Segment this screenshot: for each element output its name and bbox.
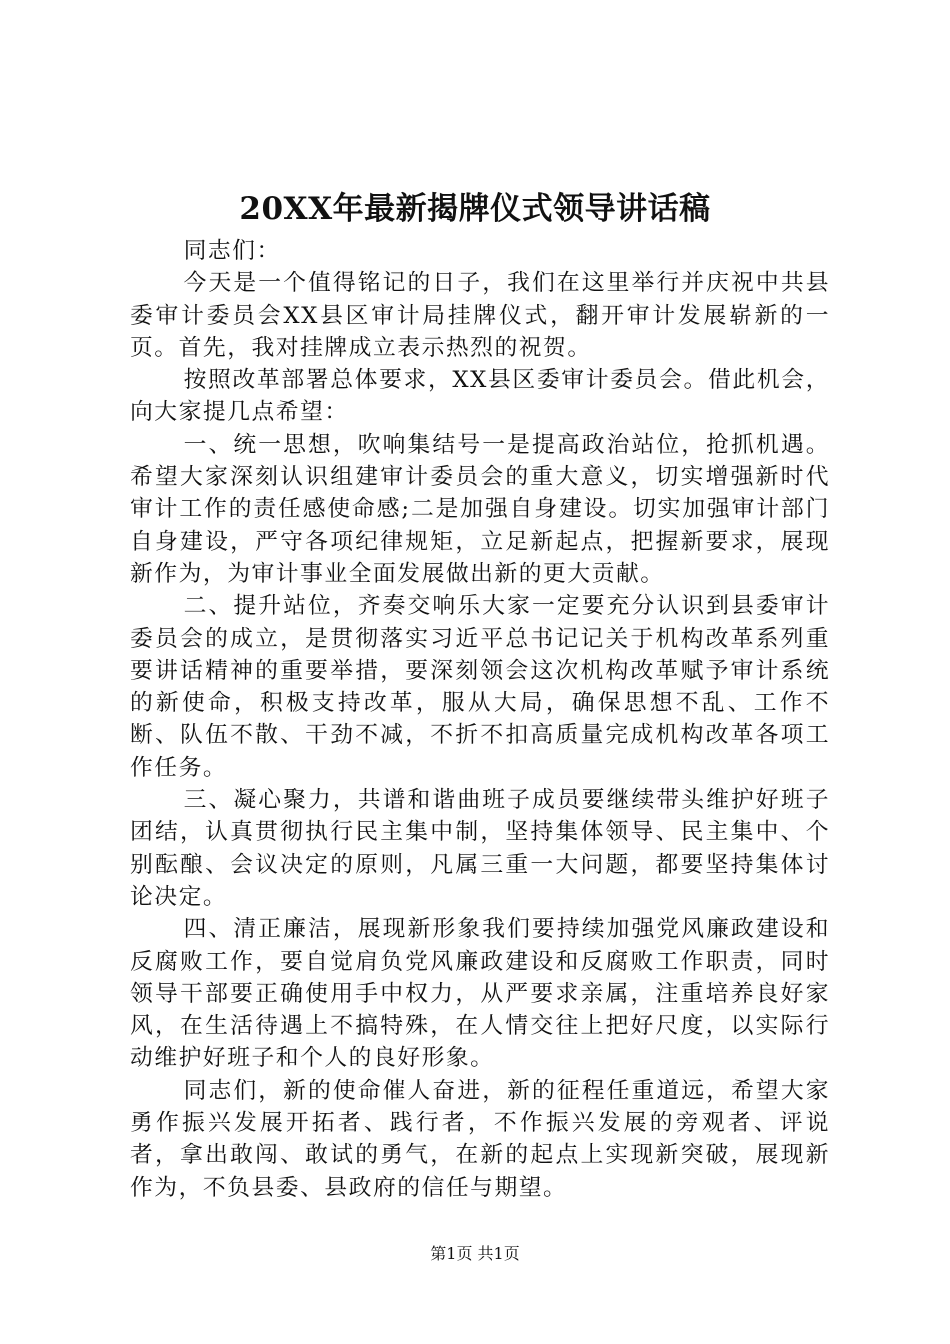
body-paragraph: 三、凝心聚力，共谱和谐曲班子成员要继续带头维护好班子团结，认真贯彻执行民主集中制，坚持集体领导、民主集中、个别酝酿、会议决定的原则，凡属三重一大问题，都要坚持集体讨论决定。 bbox=[130, 787, 830, 910]
body-paragraph: 按照改革部署总体要求，XX县区委审计委员会。借此机会，向大家提几点希望： bbox=[130, 367, 830, 426]
document-body bbox=[130, 235, 830, 1204]
body-paragraph: 四、清正廉洁，展现新形象我们要持续加强党风廉政建设和反腐败工作，要自觉肩负党风廉政建设和反腐败工作职责，同时领导干部要正确使用手中权力，从严要求亲属，注重培养良好家风，在生活待遇上不搞特殊，在人情交往上把好尺度，以实际行动维护好班子和个人的良好形象。 bbox=[130, 916, 830, 1072]
greeting-paragraph: 同志们： bbox=[183, 238, 281, 264]
body-paragraph: 一、统一思想，吹响集结号一是提高政治站位，抢抓机遇。希望大家深刻认识组建审计委员会的重大意义，切实增强新时代审计工作的责任感使命感;二是加强自身建设。切实加强审计部门自身建设，严守各项纪律规矩，立足新起点，把握新要求，展现新作为，为审计事业全面发展做出新的更大贡献。 bbox=[130, 431, 830, 587]
body-paragraph: 今天是一个值得铭记的日子，我们在这里举行并庆祝中共县委审计委员会XX县区审计局挂牌仪式，翻开审计发展崭新的一页。首先，我对挂牌成立表示热烈的祝贺。 bbox=[130, 270, 830, 361]
document-title: 20XX年最新揭牌仪式领导讲话稿 bbox=[239, 191, 711, 227]
body-paragraph: 二、提升站位，齐奏交响乐大家一定要充分认识到县委审计委员会的成立，是贯彻落实习近平总书记记关于机构改革系列重要讲话精神的重要举措，要深刻领会这次机构改革赋予审计系统的新使命，积极支持改革，服从大局，确保思想不乱、工作不断、队伍不散、干劲不减，不折不扣高质量完成机构改革各项工作任务。 bbox=[130, 593, 830, 781]
page-number-footer: 第1页 共1页 bbox=[430, 1244, 520, 1263]
closing-paragraph: 同志们，新的使命催人奋进，新的征程任重道远，希望大家勇作振兴发展开拓者、践行者，不作振兴发展的旁观者、评说者，拿出敢闯、敢试的勇气，在新的起点上实现新突破，展现新作为，不负县委、县政府的信任与期望。 bbox=[130, 1077, 830, 1201]
